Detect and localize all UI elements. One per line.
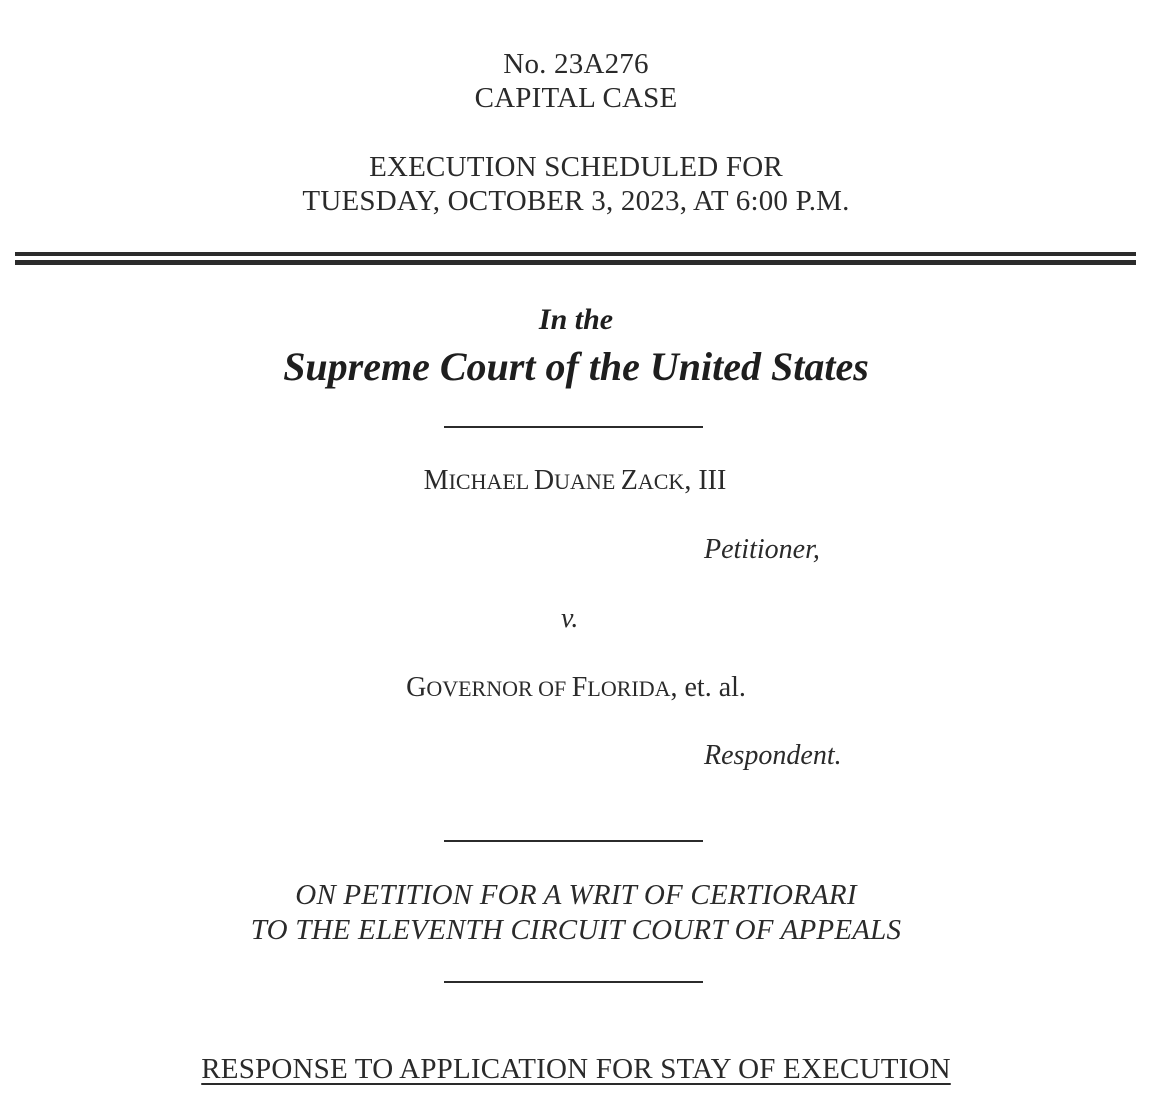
respondent-name: [0, 672, 1152, 704]
petitioner-name-part-3: ACK: [637, 469, 685, 494]
petitioner-name-part-1: ICHAEL: [448, 469, 534, 494]
rule-divider-3: [444, 981, 703, 983]
petition-line-1: ON PETITION FOR A WRIT OF CERTIORARI: [295, 879, 857, 911]
court-name: Supreme Court of the United States: [283, 344, 869, 389]
petitioner-role: Petitioner,: [704, 534, 820, 565]
respondent-name-part-2: LORIDA: [587, 676, 671, 701]
petition-line-2: TO THE ELEVENTH CIRCUIT COURT OF APPEALS: [250, 914, 902, 946]
petitioner-name: [0, 465, 1151, 497]
execution-schedule-line-2: TUESDAY, OCTOBER 3, 2023, AT 6:00 P.M.: [302, 185, 850, 217]
petitioner-suffix: , III: [684, 465, 727, 496]
petitioner-initial-d: D: [533, 465, 555, 496]
petitioner-initial-m: M: [423, 465, 449, 496]
case-type: CAPITAL CASE: [474, 82, 678, 114]
respondent-initial-g: G: [406, 672, 427, 703]
docket-number: No. 23A276: [503, 48, 649, 80]
respondent-suffix: , et. al.: [670, 672, 746, 703]
petitioner-name-part-2: UANE: [554, 469, 621, 494]
document-title: RESPONSE TO APPLICATION FOR STAY OF EXECUTION: [201, 1053, 951, 1085]
respondent-role: Respondent.: [704, 740, 842, 771]
rule-divider-2: [444, 840, 703, 842]
respondent-initial-f: F: [571, 672, 588, 703]
respondent-name-part-1: OVERNOR OF: [426, 676, 572, 701]
double-rule-divider: [15, 252, 1136, 265]
versus: v.: [561, 603, 579, 634]
petitioner-initial-z: Z: [620, 465, 638, 496]
court-prefix: In the: [538, 303, 614, 336]
rule-divider-1: [444, 426, 703, 428]
execution-schedule-line-1: EXECUTION SCHEDULED FOR: [369, 151, 783, 183]
document-title-row: [0, 1053, 1152, 1086]
